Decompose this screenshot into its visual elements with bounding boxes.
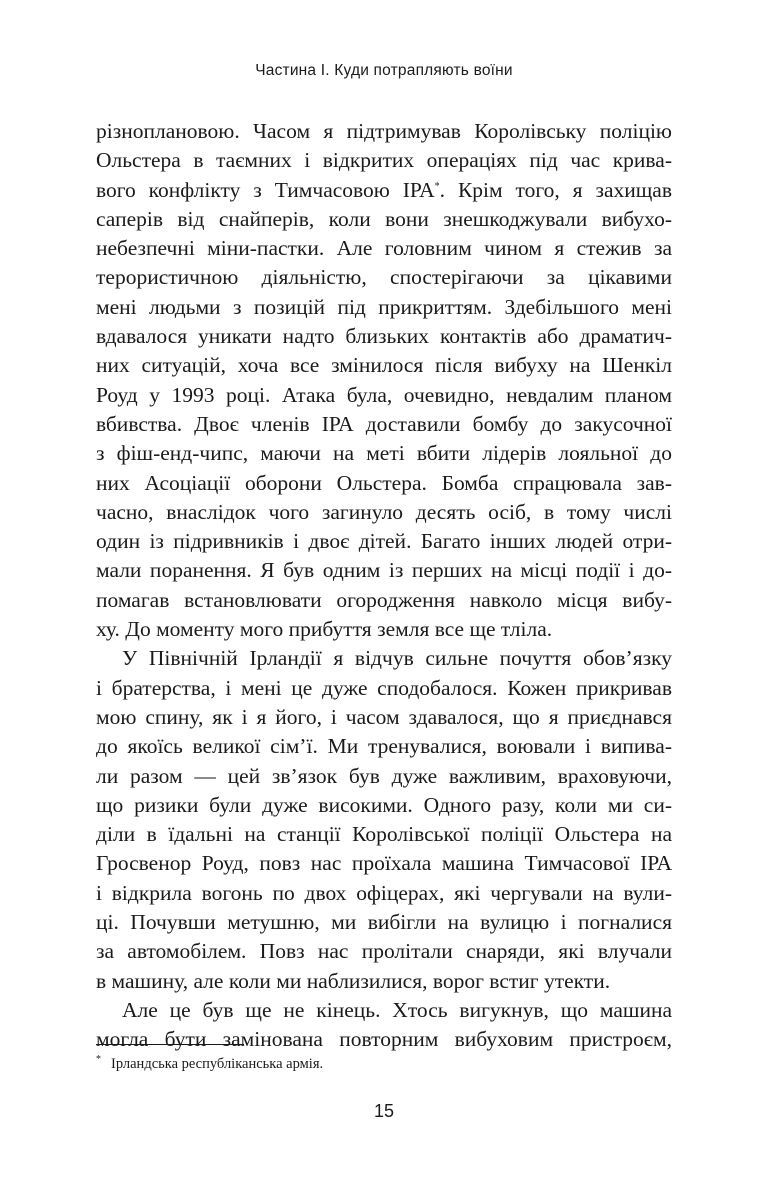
running-header: Частина І. Куди потрапляють воїни — [255, 62, 513, 79]
text-line: за автомобілем. Повз нас пролітали снаряди, які влучали — [96, 939, 672, 964]
text-line: що ризики були дуже високими. Одного разу, коли ми си- — [96, 792, 672, 817]
body-text — [96, 117, 672, 1055]
text-line-with-footnote-ref — [96, 176, 672, 205]
footnote — [96, 1051, 672, 1073]
text-line: саперів від снайперів, коли вони знешкоджували вибухо- — [96, 206, 672, 231]
text-line: і відкрила вогонь по двох офіцерах, які чергували на вули- — [96, 880, 672, 905]
footnote-divider — [96, 1044, 244, 1045]
footnote-reference: * — [434, 180, 440, 192]
footnote-marker: * — [96, 1054, 101, 1065]
text-line: Ольстера в таємних і відкритих операціях під час крива- — [96, 148, 672, 173]
text-line: Гросвенор Роуд, повз нас проїхала машина Тимчасової ІРА — [96, 851, 672, 876]
text-line: до якоїсь великої сім’ї. Ми тренувалися, воювали і випива- — [96, 734, 672, 759]
text-line: ці. Почувши метушню, ми вибігли на вулицю і погналися — [96, 910, 672, 935]
text-line: один із підривників і двоє дітей. Багато інших людей отри- — [96, 529, 672, 554]
text-line: з фіш-енд-чипс, маючи на меті вбити лідерів лояльної до — [96, 441, 672, 466]
text-line: ли разом — цей зв’язок був дуже важливим, враховуючи, — [96, 763, 672, 788]
footnote-text: Ірландська республіканська армія. — [111, 1055, 324, 1072]
text-line: мені людьми з позицій під прикриттям. Здебільшого мені — [96, 294, 672, 319]
text-line: помагав встановлювати огородження навколо місця вибу- — [96, 587, 672, 612]
text-line: вдавалося уникати надто близьких контактів або драматич- — [96, 324, 672, 349]
text-line: них ситуацій, хоча все змінилося після вибуху на Шенкіл — [96, 353, 672, 378]
text-line: і братерства, і мені це дуже сподобалося. Кожен прикривав — [96, 675, 672, 700]
text-line: в машину, але коли ми наблизилися, ворог встиг утекти. — [96, 968, 611, 993]
text-line: них Асоціації оборони Ольстера. Бомба спрацювала зав- — [96, 470, 672, 495]
text-line: могла бути замінована повторним вибуховим пристроєм, — [96, 1027, 672, 1052]
text-line: різноплановою. Часом я підтримував Королівську поліцію — [96, 119, 672, 143]
page-number: 15 — [373, 1101, 395, 1121]
text-line: ху. До моменту мого прибуття земля все ще тліла. — [96, 617, 553, 642]
text-line: мали поранення. Я був одним із перших на місці події і до- — [96, 558, 672, 583]
paragraph-start-line: Але це був ще не кінець. Хтось вигукнув, що машина — [122, 997, 672, 1022]
text-line: мою спину, як і я його, і часом здавалося, що я приєднався — [96, 704, 672, 729]
text-line: вбивства. Двоє членів ІРА доставили бомбу до закусочної — [96, 411, 672, 436]
paragraph-start-line: У Північній Ірландії я відчув сильне почуття обов’язку — [122, 646, 672, 671]
text-fragment: . Крім того, я захищав — [439, 177, 672, 202]
text-line: діли в їдальні на станції Королівської поліції Ольстера на — [96, 822, 672, 847]
text-fragment: вого конфлікту з Тимчасовою ІРА — [96, 177, 435, 202]
text-line: часно, внаслідок чого загинуло десять осіб, в тому числі — [96, 499, 672, 524]
text-line: Роуд у 1993 році. Атака була, очевидно, невдалим планом — [96, 382, 672, 407]
text-line: терористичною діяльністю, спостерігаючи за цікавими — [96, 265, 672, 290]
text-line: небезпечні міни-пастки. Але головним чином я стежив за — [96, 236, 672, 261]
